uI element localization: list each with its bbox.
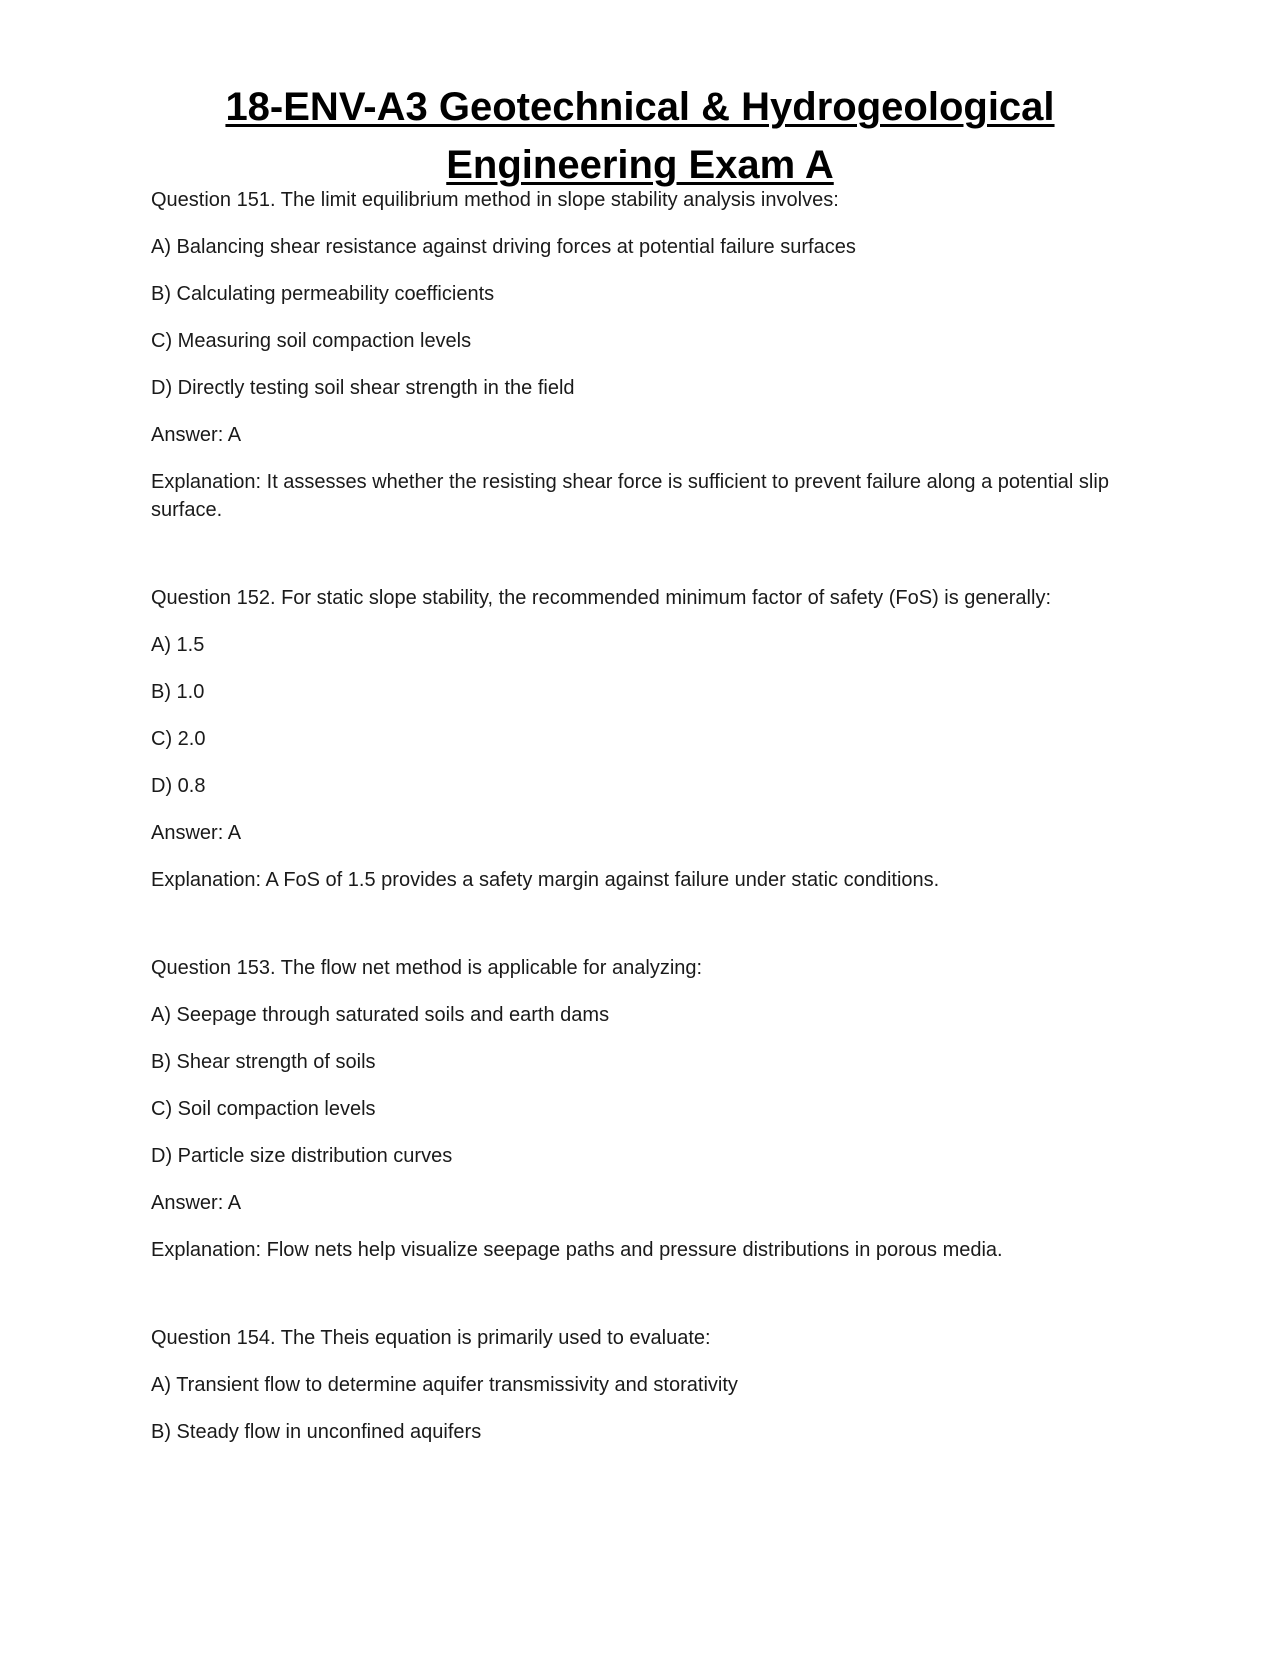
answer: Answer: A [151,424,242,446]
option-b: B) 1.0 [151,681,205,703]
question-text: Question 153. The flow net method is applicable for analyzing: [151,957,703,979]
question-154 [151,1324,1141,1446]
question-151 [151,186,1141,524]
question-text: Question 154. The Theis equation is primarily used to evaluate: [151,1327,711,1349]
question-152 [151,584,1141,894]
explanation: Explanation: Flow nets help visualize seepage paths and pressure distributions in porous media. [151,1239,1003,1261]
option-c: C) Soil compaction levels [151,1098,376,1120]
option-b: B) Shear strength of soils [151,1051,376,1073]
explanation: Explanation: It assesses whether the resisting shear force is sufficient to prevent failure along a potential slip surface. [151,471,1109,521]
option-c: C) Measuring soil compaction levels [151,330,472,352]
option-a: A) Seepage through saturated soils and earth dams [151,1004,610,1026]
option-d: D) Directly testing soil shear strength in the field [151,377,575,399]
option-d: D) Particle size distribution curves [151,1145,453,1167]
question-text: Question 151. The limit equilibrium method in slope stability analysis involves: [151,189,839,211]
option-a: A) Balancing shear resistance against driving forces at potential failure surfaces [151,236,856,258]
option-b: B) Steady flow in unconfined aquifers [151,1421,482,1443]
answer: Answer: A [151,1192,242,1214]
question-153 [151,954,1141,1264]
title-line-2: Engineering Exam A [446,143,834,187]
answer: Answer: A [151,822,242,844]
option-a: A) Transient flow to determine aquifer transmissivity and storativity [151,1374,738,1396]
title-line-1: 18-ENV-A3 Geotechnical & Hydrogeological [225,85,1055,129]
option-b: B) Calculating permeability coefficients [151,283,495,305]
document-title [150,78,1130,194]
question-text: Question 152. For static slope stability, the recommended minimum factor of safety (FoS) is generally: [151,587,1051,609]
explanation: Explanation: A FoS of 1.5 provides a safety margin against failure under static conditions. [151,869,940,891]
document-body [151,186,1141,1506]
option-a: A) 1.5 [151,634,205,656]
option-c: C) 2.0 [151,728,206,750]
option-d: D) 0.8 [151,775,206,797]
